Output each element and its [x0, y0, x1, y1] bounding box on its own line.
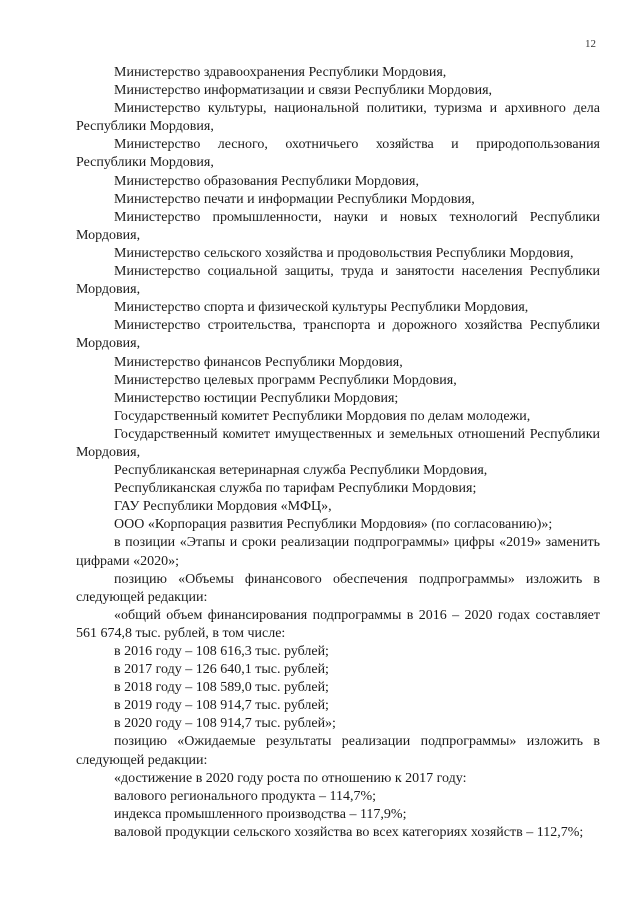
paragraph: позицию «Ожидаемые результаты реализации подпрограммы» изложить в следующей редакции:: [76, 734, 600, 768]
paragraph: Республиканская служба по тарифам Республики Мордовия;: [114, 481, 477, 497]
paragraph: «достижение в 2020 году роста по отношению к 2017 году:: [114, 770, 467, 786]
paragraph: Министерство печати и информации Республики Мордовия,: [114, 191, 475, 207]
paragraph: Министерство промышленности, науки и новых технологий Республики Мордовия,: [76, 209, 600, 243]
paragraph: в 2016 году – 108 616,3 тыс. рублей;: [114, 644, 329, 659]
paragraph: Государственный комитет Республики Мордовия по делам молодежи,: [114, 408, 531, 424]
paragraph: Министерство лесного, охотничьего хозяйства и природопользования Республики Мордовия,: [76, 137, 600, 171]
paragraph: позицию «Объемы финансового обеспечения подпрограммы» изложить в следующей редакции:: [76, 571, 600, 605]
paragraph: Министерство здравоохранения Республики Мордовия,: [114, 65, 447, 80]
document-body: [76, 64, 600, 842]
paragraph: Министерство культуры, национальной политики, туризма и архивного дела Республики Мордовия,: [76, 101, 600, 135]
paragraph: Министерство юстиции Республики Мордовия;: [114, 390, 399, 406]
paragraph: «общий объем финансирования подпрограммы в 2016 – 2020 годах составляет 561 674,8 тыс. рублей, в том числе:: [76, 607, 600, 641]
paragraph: Министерство спорта и физической культуры Республики Мордовия,: [114, 300, 529, 316]
paragraph: Министерство образования Республики Мордовия,: [114, 173, 419, 189]
paragraph: ГАУ Республики Мордовия «МФЦ»,: [114, 499, 332, 515]
paragraph: Министерство информатизации и связи Республики Мордовия,: [114, 83, 493, 99]
paragraph: в 2020 году – 108 914,7 тыс. рублей»;: [114, 716, 336, 732]
paragraph: Министерство сельского хозяйства и продовольствия Республики Мордовия,: [114, 245, 574, 261]
paragraph: в позиции «Этапы и сроки реализации подпрограммы» цифры «2019» заменить цифрами «2020»;: [76, 535, 600, 569]
paragraph: валового регионального продукта – 114,7%;: [114, 788, 377, 804]
paragraph: валовой продукции сельского хозяйства во всех категориях хозяйств – 112,7%;: [114, 824, 584, 840]
paragraph: ООО «Корпорация развития Республики Мордовия» (по согласованию)»;: [114, 517, 553, 533]
paragraph: Министерство целевых программ Республики Мордовия,: [114, 372, 457, 388]
paragraph: в 2017 году – 126 640,1 тыс. рублей;: [114, 662, 329, 678]
paragraph: Министерство социальной защиты, труда и занятости населения Республики Мордовия,: [76, 264, 600, 298]
paragraph: индекса промышленного производства – 117,9%;: [114, 806, 407, 822]
paragraph: в 2018 году – 108 589,0 тыс. рублей;: [114, 680, 329, 696]
paragraph: в 2019 году – 108 914,7 тыс. рублей;: [114, 698, 329, 714]
paragraph: Республиканская ветеринарная служба Республики Мордовия,: [114, 463, 488, 479]
paragraph: Министерство финансов Республики Мордовия,: [114, 354, 403, 370]
paragraph: Министерство строительства, транспорта и дорожного хозяйства Республики Мордовия,: [76, 318, 600, 352]
paragraph: Государственный комитет имущественных и земельных отношений Республики Мордовия,: [76, 426, 600, 460]
page-number: 12: [585, 38, 596, 50]
